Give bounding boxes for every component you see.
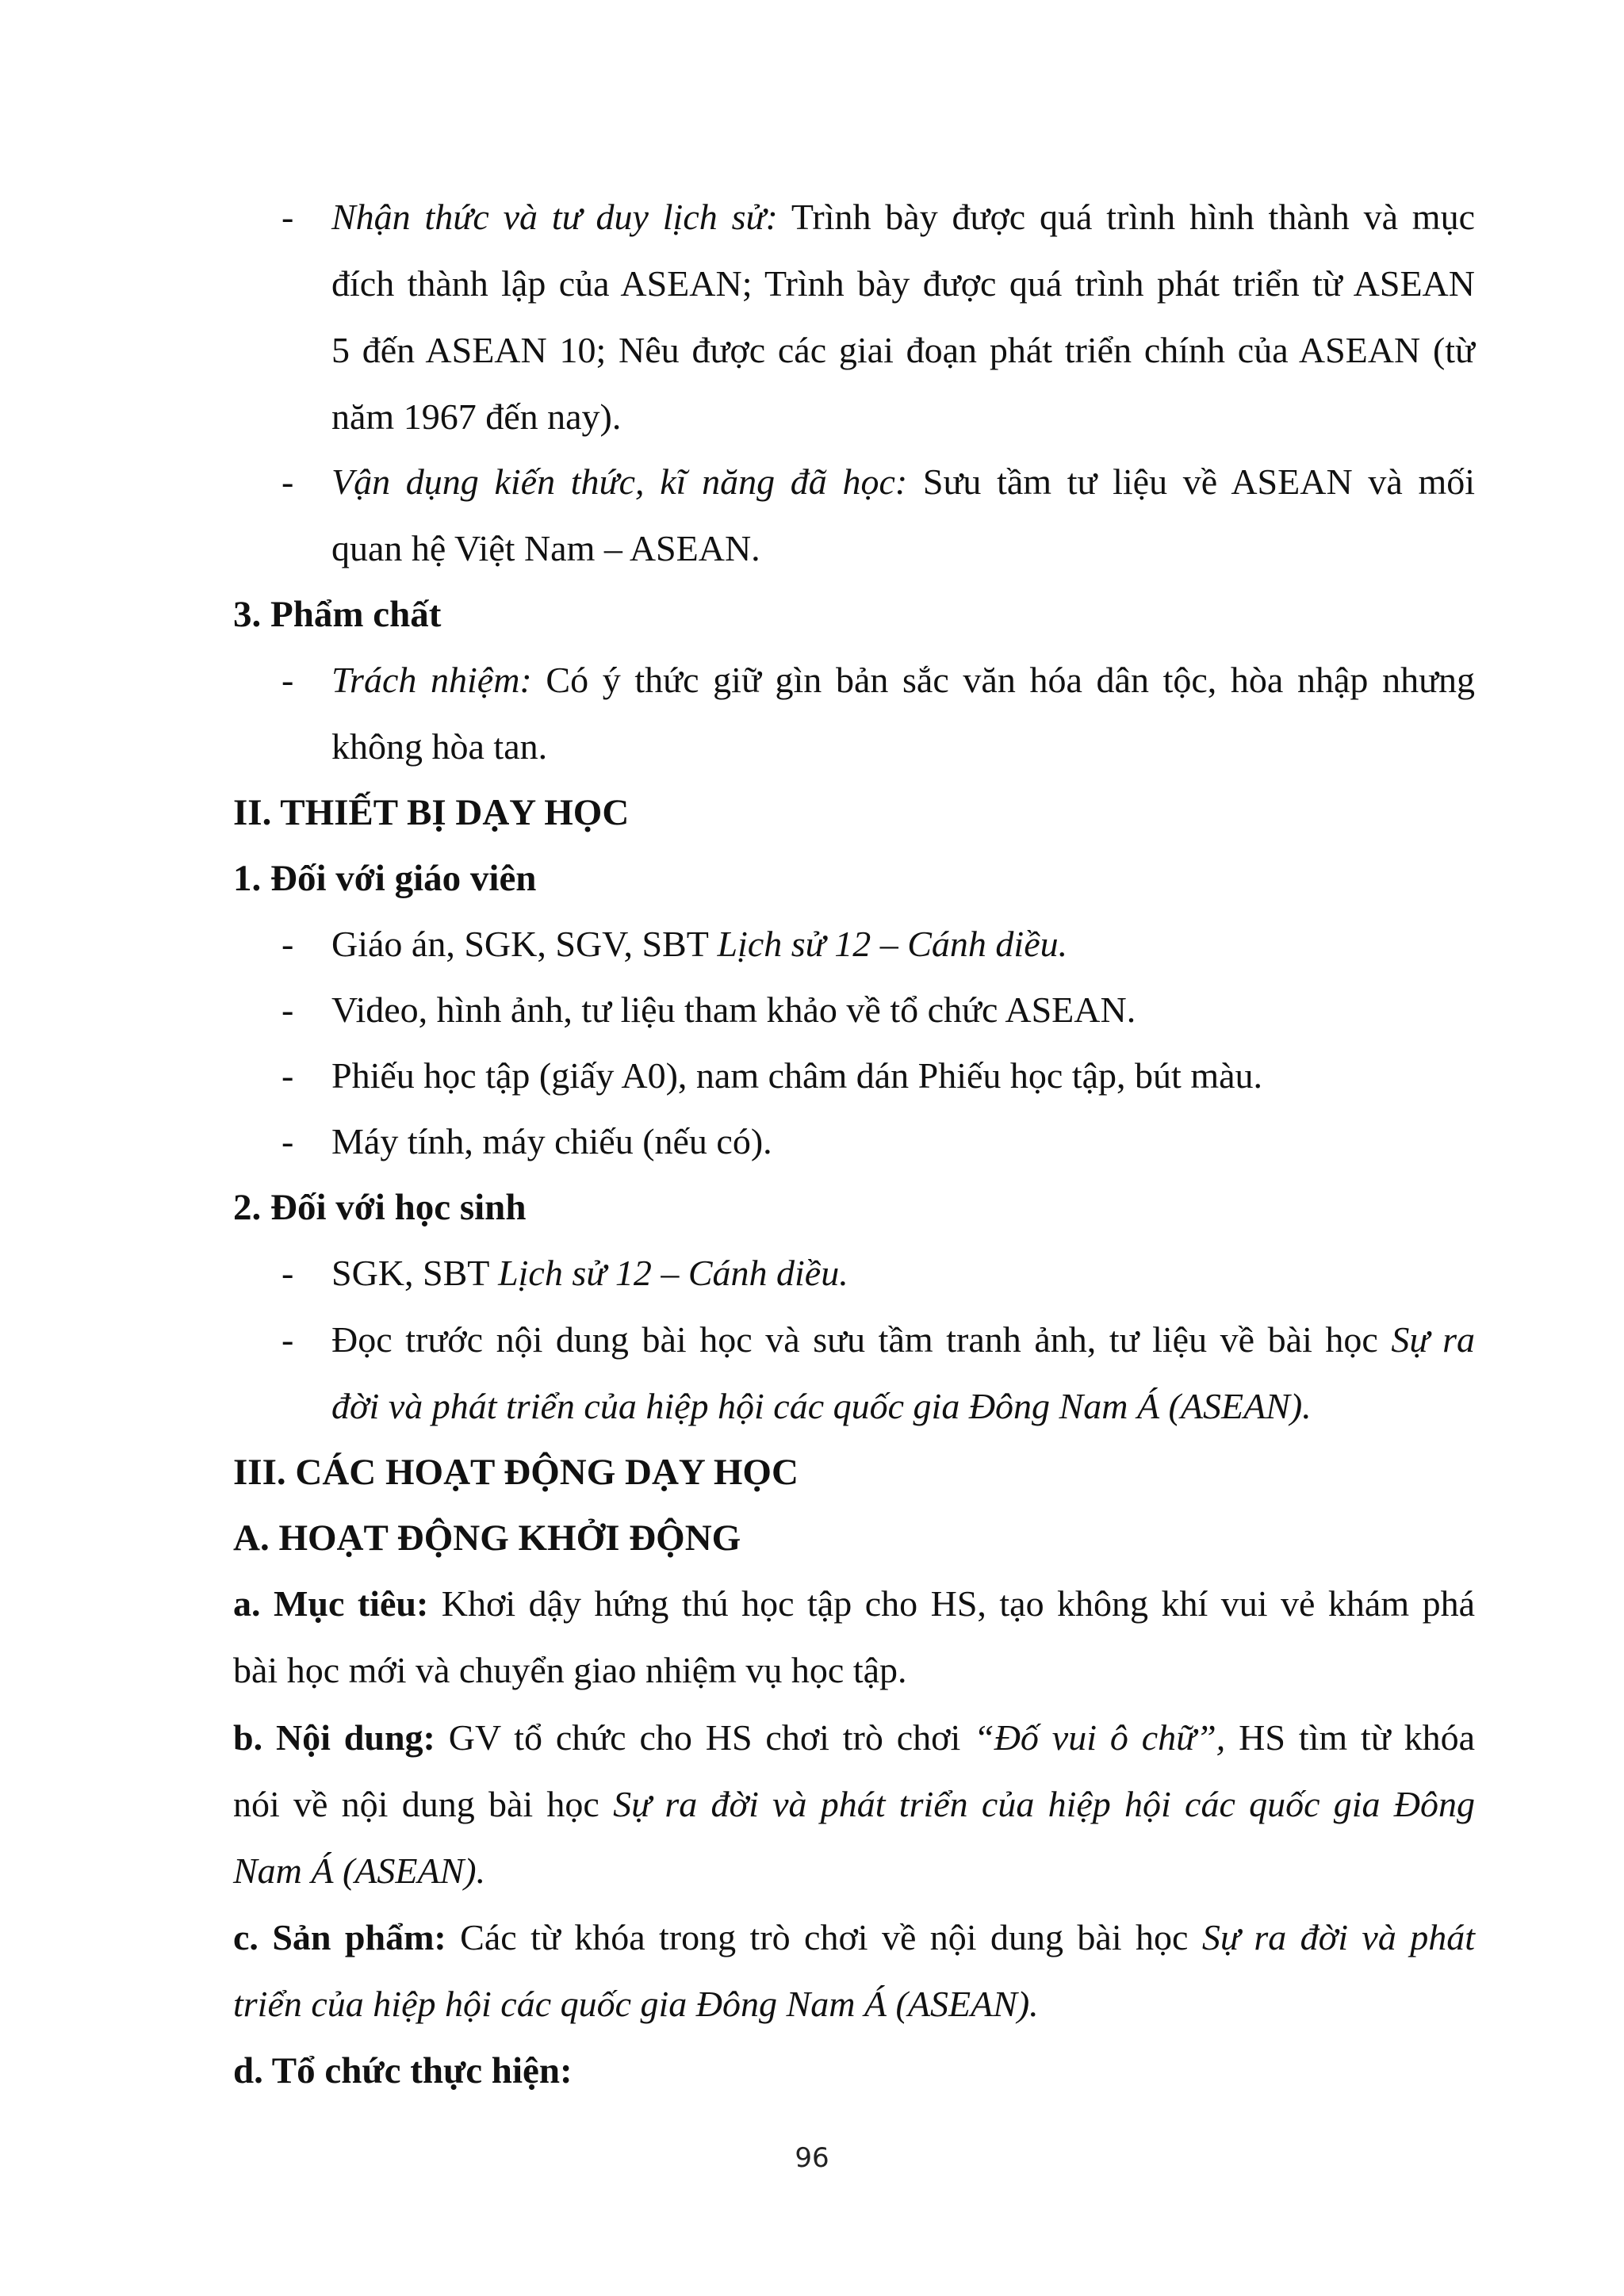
lesson-title: Sự ra đời và phát xyxy=(1201,1917,1476,1957)
text-line xyxy=(233,1771,1475,1838)
text-line xyxy=(331,911,1475,978)
section-heading: A. HOẠT ĐỘNG KHỞI ĐỘNG xyxy=(233,1517,741,1559)
goal-label: a. Mục tiêu: xyxy=(233,1583,429,1624)
text-line xyxy=(331,1307,1475,1373)
text-line: Video, hình ảnh, tư liệu tham khảo về tổ chức ASEAN. xyxy=(331,989,1136,1030)
responsibility-label: Trách nhiệm: xyxy=(331,660,532,700)
bullet-dash: - xyxy=(282,1121,294,1161)
bullet-dash: - xyxy=(282,197,294,237)
text-line xyxy=(331,184,1475,251)
text-line: năm 1967 đến nay). xyxy=(331,396,622,437)
book-title: Lịch sử 12 – Cánh diều. xyxy=(717,924,1068,964)
text-span: SGK, SBT xyxy=(331,1253,489,1293)
section-heading: III. CÁC HOẠT ĐỘNG DẠY HỌC xyxy=(233,1452,799,1493)
bullet-dash: - xyxy=(282,1319,294,1360)
text-line xyxy=(233,1705,1475,1771)
text-line: Máy tính, máy chiếu (nếu có). xyxy=(331,1121,772,1161)
text-span: Đọc trước nội dung bài học và sưu tầm tranh ảnh, tư liệu về bài học xyxy=(331,1319,1378,1360)
awareness-label: Nhận thức và tư duy lịch sử: xyxy=(331,197,778,237)
subsection-heading: 2. Đối với học sinh xyxy=(233,1187,527,1228)
product-label: c. Sản phẩm: xyxy=(233,1917,446,1957)
text-line xyxy=(331,449,1475,515)
lesson-title-line: đời và phát triển của hiệp hội các quốc gia Đông Nam Á (ASEAN). xyxy=(331,1386,1312,1426)
book-title: Lịch sử 12 – Cánh diều. xyxy=(498,1253,848,1293)
bullet-dash: - xyxy=(282,461,294,502)
bullet-dash: - xyxy=(282,1253,294,1293)
text-span: Có ý thức giữ gìn bản sắc văn hóa dân tộc, hòa nhập nhưng xyxy=(546,660,1475,700)
text-span: Giáo án, SGK, SGV, SBT xyxy=(331,924,708,964)
text-line xyxy=(331,647,1475,714)
text-span: Sưu tầm tư liệu về ASEAN và mối xyxy=(922,461,1476,502)
bullet-dash: - xyxy=(282,989,294,1030)
bullet-dash: - xyxy=(282,1055,294,1096)
text-span: Các từ khóa trong trò chơi về nội dung bài học xyxy=(460,1917,1189,1957)
text-line: đích thành lập của ASEAN; Trình bày được quá trình phát triển từ ASEAN xyxy=(331,263,1475,304)
lesson-title-line: triển của hiệp hội các quốc gia Đông Nam Á (ASEAN). xyxy=(233,1984,1039,2024)
text-line xyxy=(233,1571,1475,1637)
game-title: “Đố vui ô chữ”, xyxy=(974,1717,1226,1758)
text-line xyxy=(233,1904,1475,1971)
lesson-title: Sự ra đời và phát triển của hiệp hội các quốc gia Đông xyxy=(613,1784,1476,1824)
page-number: 96 xyxy=(795,2142,829,2174)
text-line: quan hệ Việt Nam – ASEAN. xyxy=(331,528,760,568)
text-line: Phiếu học tập (giấy A0), nam châm dán Phiếu học tập, bút màu. xyxy=(331,1055,1263,1096)
text-line: 5 đến ASEAN 10; Nêu được các giai đoạn phát triển chính của ASEAN (từ xyxy=(331,330,1475,370)
text-span: Khơi dậy hứng thú học tập cho HS, tạo không khí vui vẻ khám phá xyxy=(441,1583,1476,1624)
organization-label: d. Tổ chức thực hiện: xyxy=(233,2050,573,2091)
lesson-title-line: Nam Á (ASEAN). xyxy=(233,1850,486,1891)
text-line xyxy=(331,1240,1475,1307)
subsection-heading: 1. Đối với giáo viên xyxy=(233,858,537,899)
section-heading: 3. Phẩm chất xyxy=(233,594,442,635)
text-span: nói về nội dung bài học xyxy=(233,1784,599,1824)
bullet-dash: - xyxy=(282,660,294,700)
content-label: b. Nội dung: xyxy=(233,1717,435,1758)
text-span: Trình bày được quá trình hình thành và mục xyxy=(791,197,1476,237)
text-line: không hòa tan. xyxy=(331,726,548,767)
text-span: GV tổ chức cho HS chơi trò chơi xyxy=(448,1717,961,1758)
section-heading: II. THIẾT BỊ DẠY HỌC xyxy=(233,792,630,833)
text-line: bài học mới và chuyển giao nhiệm vụ học tập. xyxy=(233,1650,907,1690)
lesson-title: Sự ra xyxy=(1391,1319,1475,1360)
bullet-dash: - xyxy=(282,924,294,964)
apply-label: Vận dụng kiến thức, kĩ năng đã học: xyxy=(331,461,908,502)
text-span: HS tìm từ khóa xyxy=(1239,1717,1476,1758)
